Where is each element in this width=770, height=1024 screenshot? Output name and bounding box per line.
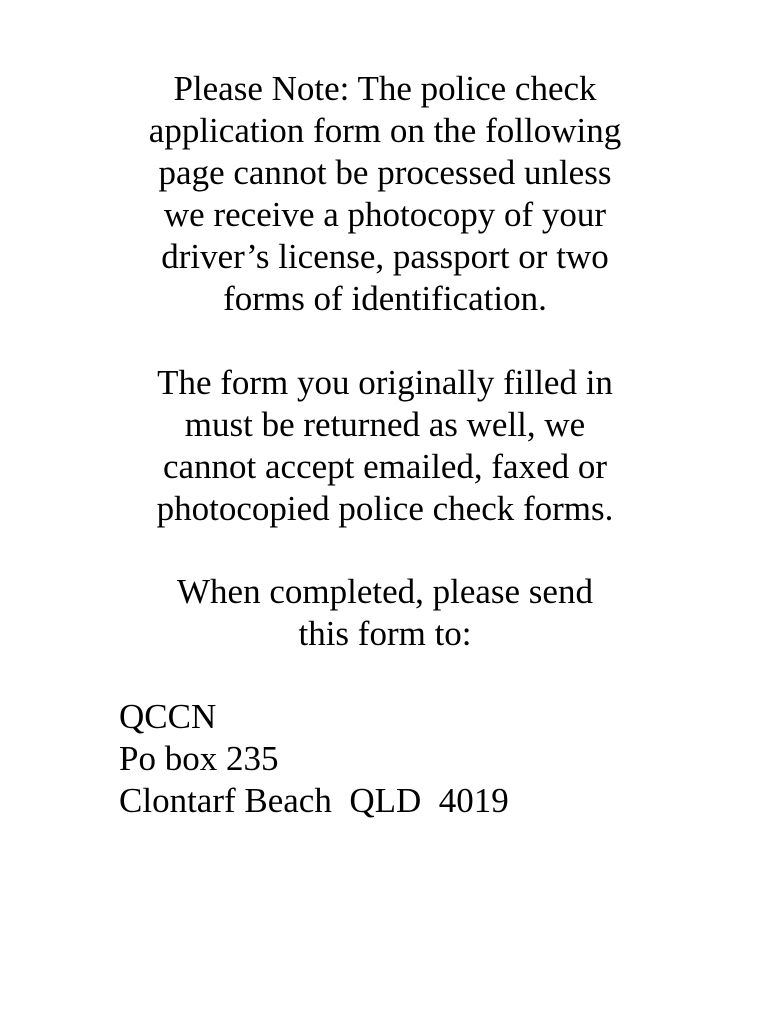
send-instruction <box>0 571 770 655</box>
notice-line: The form you originally filled in <box>157 363 613 402</box>
notice-line: Please Note: The police check <box>173 69 597 108</box>
notice-line: photocopied police check forms. <box>156 489 614 528</box>
notice-line: driver’s license, passport or two <box>161 237 609 276</box>
notice-line: forms of identification. <box>223 279 547 318</box>
id-requirement-notice <box>0 68 770 320</box>
notice-line: this form to: <box>298 614 472 653</box>
notice-line: must be returned as well, we <box>184 405 586 444</box>
notice-line: cannot accept emailed, faxed or <box>162 447 608 486</box>
postal-address <box>119 696 509 822</box>
notice-line: application form on the following <box>148 111 622 150</box>
notice-line: we receive a photocopy of your <box>163 195 607 234</box>
original-form-notice <box>0 362 770 530</box>
notice-line: When completed, please send <box>177 572 593 611</box>
address-organisation: QCCN <box>119 697 217 736</box>
address-po-box: Po box 235 <box>119 739 279 778</box>
address-locality: Clontarf Beach QLD 4019 <box>119 781 509 820</box>
notice-line: page cannot be processed unless <box>158 153 612 192</box>
